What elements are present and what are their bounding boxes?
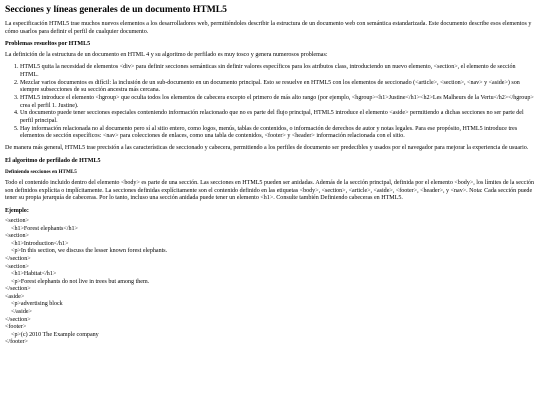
code-line: <p>In this section, we discuss the lesser known forest elephants. bbox=[5, 248, 168, 255]
problems-paragraph: La definición de la estructura de un documento en HTML 4 y su algoritmo de perfilado es muy tosco y genera numerosos problemas: bbox=[5, 52, 328, 59]
list-item: 5. Hay información relacionada no al documento pero sí al sitio entero, como logos, menús, tablas de contenidos, o información de derechos de autor y notas legales. Para ese propósito, HTML5 introduce tres elementos de sección específicos: <nav> para colecciones de enlaces, como una tabla de contenidos, <footer> y <header> información relacionada con el sitio. bbox=[20, 126, 535, 141]
intro-paragraph: La especificación HTML5 trae muchos nuevos elementos a los desarrolladores web, permitiéndoles describir la estructura de un documento web con semántica estandarizada. Este documento describe esos elementos y cómo usarlos para definir el perfil de cualquier documento. bbox=[5, 21, 532, 35]
list-item: 3. HTML5 introduce el elemento <hgroup> que oculta todos los elementos de cabecera excepto el primero de más alto rango (por ejemplo, <hgroup><h1>Justine</h1><h2>Les Malheurs de la Vertu</h2></hgroup> crea el perfil 1. Justine). bbox=[20, 95, 535, 110]
example-code bbox=[5, 218, 535, 347]
problems-list bbox=[5, 64, 535, 141]
code-line: </aside> bbox=[5, 309, 32, 316]
code-line: <p>(c) 2010 The Example company bbox=[5, 331, 99, 338]
code-line: <section> bbox=[5, 233, 29, 240]
code-line: </section> bbox=[5, 286, 31, 293]
page-title: Secciones y líneas generales de un documento HTML5 bbox=[5, 4, 227, 15]
list-item: 1. HTML5 quita la necesidad de elementos <div> para definir secciones semánticas sin definir valores específicos para los atributos class, introduciendo un nuevo elemento, <section>, el elemento de sección HTML. bbox=[20, 64, 535, 79]
code-line: <section> bbox=[5, 217, 29, 224]
code-line: <h1>Habitat</h1> bbox=[5, 271, 57, 278]
list-item: 2. Mezclar varios documentos es difícil: la inclusión de un sub-documento en un documento principal. Esto se resuelve en HTML5 con los elementos de seccionado (<article>, <section>, <nav> y <aside>) son siempre subsecciones de su sección ancestra más cercana. bbox=[20, 80, 535, 95]
code-line: <h1>Forest elephants</h1> bbox=[5, 225, 78, 232]
code-line: <h1>Introduction</h1> bbox=[5, 240, 69, 247]
code-line: <aside> bbox=[5, 293, 25, 300]
section-heading-problems: Problemas resueltos por HTML5 bbox=[5, 41, 91, 48]
code-line: <section> bbox=[5, 263, 29, 270]
subsection-heading-defining: Definiendo secciones en HTML5 bbox=[5, 168, 77, 175]
example-label: Ejemplo: bbox=[5, 207, 29, 214]
list-item: 4. Un documento puede tener secciones especiales conteniendo información relacionado que no es parte del flujo principal, HTML5 introduce el elemento <aside> permitiendo a dichas secciones no ser parte del perfil principal. bbox=[20, 110, 535, 125]
code-line: </section> bbox=[5, 255, 31, 262]
section-heading-algorithm: El algoritmo de perfilado de HTML5 bbox=[5, 157, 101, 164]
code-line: <p>advertising block bbox=[5, 301, 63, 308]
code-line: </footer> bbox=[5, 339, 28, 346]
defining-paragraph: Todo el contenido incluido dentro del elemento <body> es parte de una sección. Las secciones en HTML5 pueden ser anidadas. Además de la sección principal, definida por el elemento <body>, los límites de la sección son definidos explícita o implícitamente. La secciones definidas explícitamente son el contenido definido en las etiquetas <body>, <section>, <article>, <aside>, <footer>, <header>, y <nav>. Nota: Cada sección puede tener su propia jerarquía de cabeceras. Por lo tanto, incluso una sección anidada puede tener un elemento <h1>. Consulte también Definiendo cabeceras en HTML5. bbox=[5, 179, 535, 202]
closing-paragraph: De manera más general, HTML5 trae precisión a las características de seccionado y cabecera, permitiendo a los perfiles de documento ser predecibles y usados por el navegador para mejorar la experiencia de usuario. bbox=[5, 145, 529, 152]
code-line: <p>Forest elephants do not live in trees but among them. bbox=[5, 278, 150, 285]
code-line: </section> bbox=[5, 316, 31, 323]
code-line: <footer> bbox=[5, 324, 27, 331]
